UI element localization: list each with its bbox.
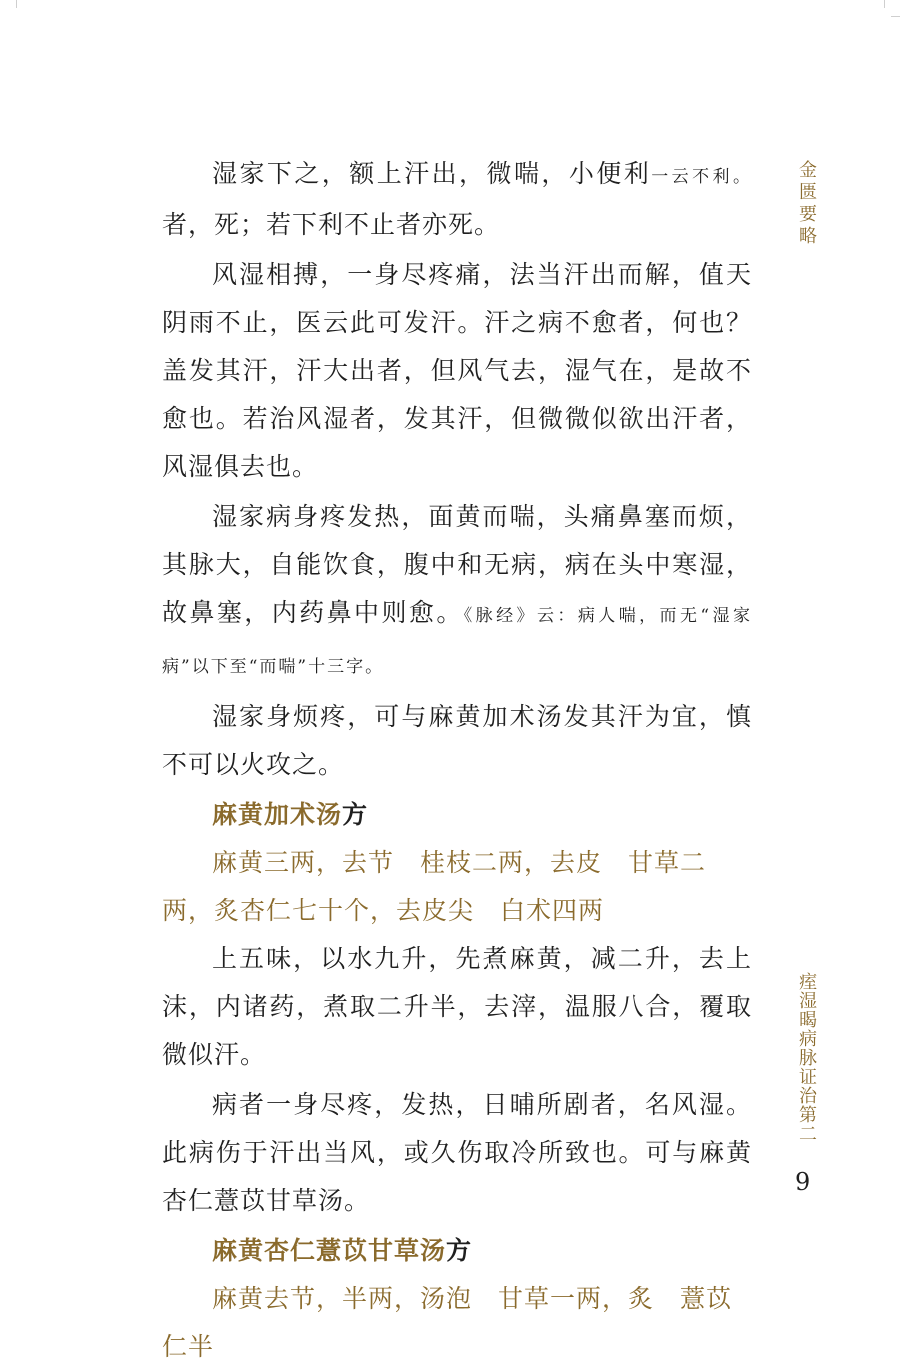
inline-note: 一云不利。 xyxy=(651,167,752,187)
ingredient: 桂枝二两，去皮 xyxy=(420,848,603,877)
paragraph-6: 病者一身尽疼，发热，日晡所剧者，名风湿。此病伤于汗出当风，或久伤取冷所致也。可与麻黄杏仁薏苡甘草汤。 xyxy=(162,1090,752,1215)
crop-mark xyxy=(16,0,17,8)
inline-note: 《脉经》云：病人喘，而无“湿家病”以下至“而喘”十三字。 xyxy=(162,606,752,677)
paragraph-4: 湿家身烦疼，可与麻黄加术汤发其汗为宜，慎不可以火攻之。 xyxy=(162,702,752,779)
ingredient: 甘草二两，炙 xyxy=(162,848,707,925)
paragraph-1: 湿家下之，额上汗出，微喘，小便利一云不利。者，死；若下利不止者亦死。 xyxy=(162,159,752,239)
ingredient: 白术四两 xyxy=(500,896,605,925)
paragraph-5: 上五味，以水九升，先煮麻黄，减二升，去上沫，内诸药，煮取二升半，去滓，温服八合，覆取微似汗。 xyxy=(162,944,752,1069)
ingredient: 杏仁七十个，去皮尖 xyxy=(240,896,475,925)
recipe-ingredients xyxy=(162,1275,752,1371)
running-head-book-title: 金匮要略 xyxy=(796,160,817,248)
ingredient: 麻黄三两，去节 xyxy=(212,848,395,877)
paragraph-3: 湿家病身疼发热，面黄而喘，头痛鼻塞而烦，其脉大，自能饮食，腹中和无病，病在头中寒湿，故鼻塞，内药鼻中则愈。《脉经》云：病人喘，而无“湿家病”以下至“而喘”十三字。 xyxy=(162,502,752,677)
page-number: 9 xyxy=(795,1168,811,1196)
recipe-ingredients xyxy=(162,839,752,935)
crop-mark xyxy=(884,0,885,8)
running-head-chapter-title: 痓湿暍病脉证治第二 xyxy=(796,972,817,1143)
recipe-heading: 麻黄加术汤方 xyxy=(212,800,369,829)
body-text xyxy=(162,150,752,1371)
crop-mark xyxy=(891,16,900,17)
paragraph-2: 风湿相搏，一身尽疼痛，法当汗出而解，值天阴雨不止，医云此可发汗。汗之病不愈者，何也？盖发其汗，汗大出者，但风气去，湿气在，是故不愈也。若治风湿者，发其汗，但微微似欲出汗者，风湿俱去也。 xyxy=(162,260,752,481)
ingredient: 甘草一两，炙 xyxy=(498,1284,655,1313)
recipe-heading: 麻黄杏仁薏苡甘草汤方 xyxy=(212,1236,473,1265)
ingredient: 薏苡仁半 xyxy=(162,1284,733,1361)
ingredient: 麻黄去节，半两，汤泡 xyxy=(212,1284,473,1313)
